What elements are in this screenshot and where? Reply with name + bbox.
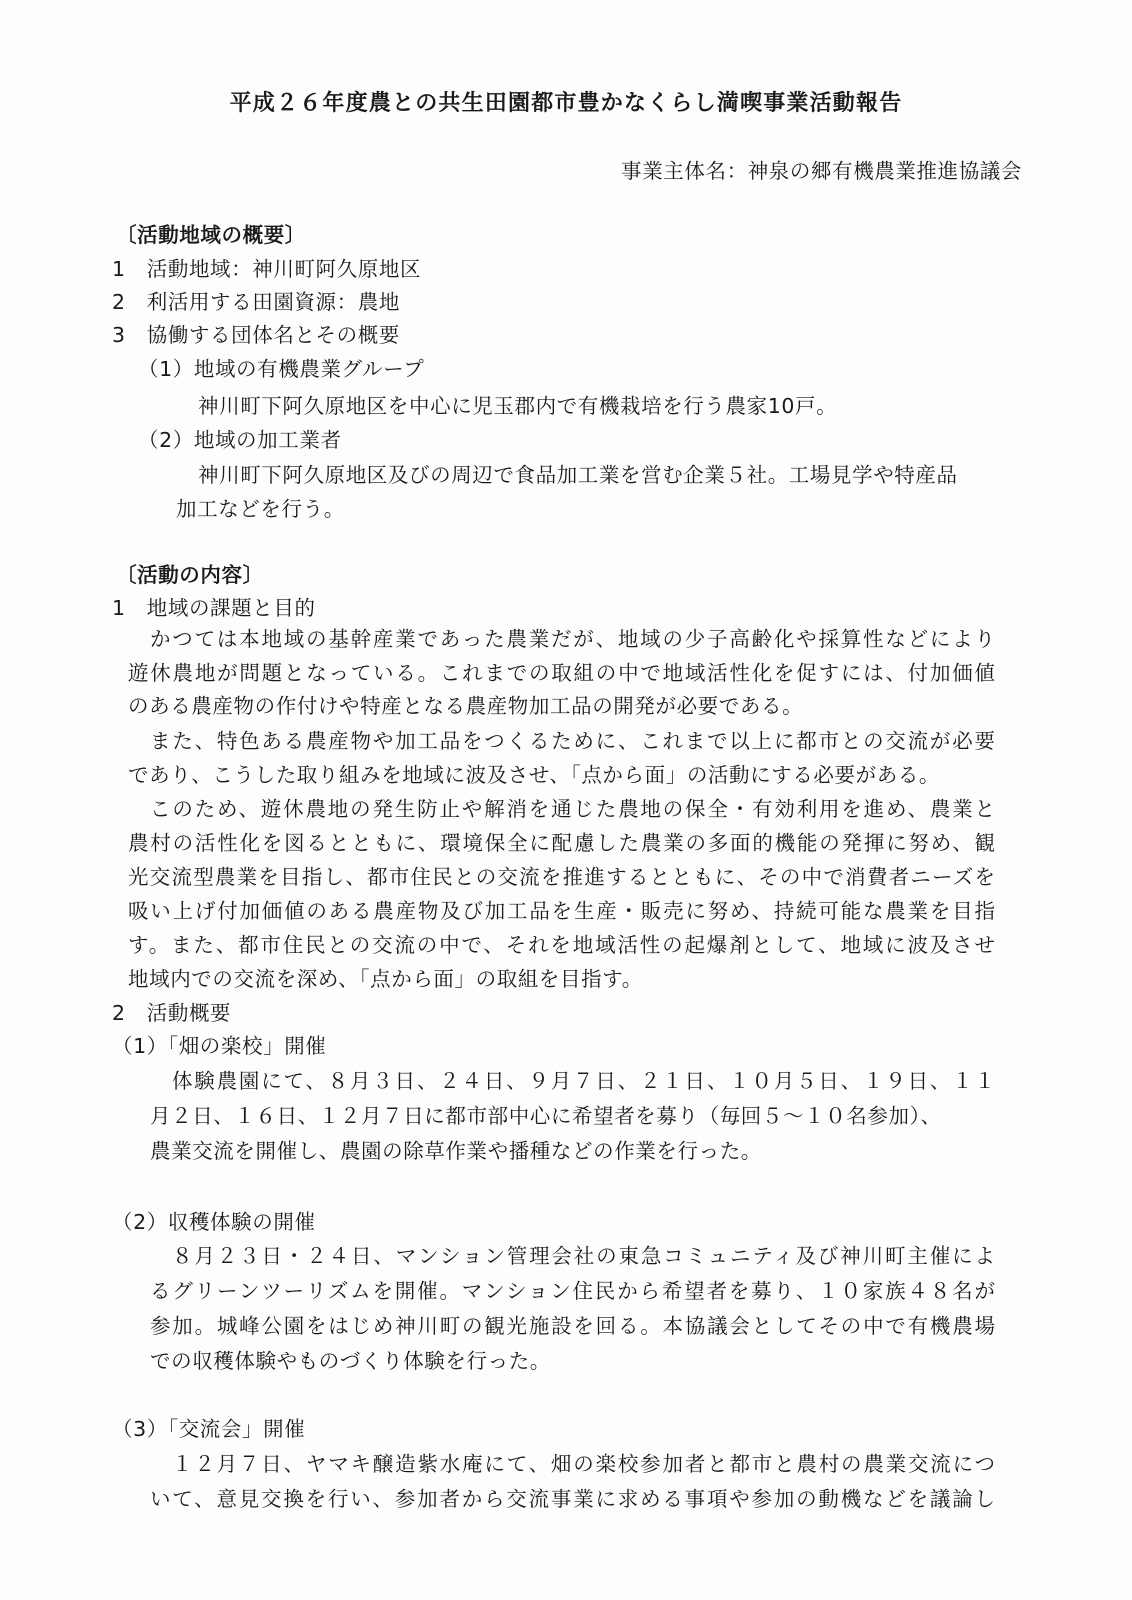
content-heading: 〔活動の内容〕: [116, 563, 264, 587]
overview-heading: 〔活動地域の概要〕: [116, 223, 306, 247]
act2-line-3: 参加。城峰公園をはじめ神川町の観光施設を回る。本協議会としてその中で有機農場: [150, 1314, 995, 1338]
sec1-line-5: であり、こうした取り組みを地域に波及させ、「点から面」の活動にする必要がある。: [128, 763, 941, 787]
sec1-line-2: 遊休農地が問題となっている。これまでの取組の中で地域活性化を促すには、付加価値: [128, 661, 995, 685]
sec1-line-11: 地域内での交流を深め、「点から面」の取組を目指す。: [128, 967, 643, 991]
section-1-label: 1 地域の課題と目的: [112, 596, 316, 620]
overview-sub2-line-1: 神川町下阿久原地区及びの周辺で食品加工業を営む企業５社。工場見学や特産品: [198, 463, 958, 487]
document-title: 平成２６年度農との共生田園都市豊かなくらし満喫事業活動報告: [229, 91, 903, 116]
overview-item-1: 1 活動地域：神川町阿久原地区: [112, 257, 422, 281]
overview-item-3: 3 協働する団体名とその概要: [112, 323, 400, 347]
overview-item-2: 2 利活用する田園資源：農地: [112, 290, 400, 314]
overview-sub2-label: （2）地域の加工業者: [138, 428, 342, 452]
sec1-line-1: かつては本地域の基幹産業であった農業だが、地域の少子高齢化や採算性などにより: [150, 627, 995, 651]
act1-line-2: 月２日、１６日、１２月７日に都市部中心に希望者を募り（毎回５～１０名参加）、: [150, 1104, 942, 1128]
act2-line-2: るグリーンツーリズムを開催。マンション住民から希望者を募り、１０家族４８名が: [150, 1279, 995, 1303]
act1-line-1: 体験農園にて、８月３日、２４日、９月７日、２１日、１０月５日、１９日、１１: [172, 1069, 995, 1093]
activity-2-label: （2）収穫体験の開催: [112, 1210, 316, 1234]
sec1-line-6: このため、遊休農地の発生防止や解消を通じた農地の保全・有効利用を進め、農業と: [150, 797, 995, 821]
organization-name: 事業主体名：神泉の郷有機農業推進協議会: [621, 159, 1022, 183]
sec1-line-4: また、特色ある農産物や加工品をつくるために、これまで以上に都市との交流が必要: [150, 729, 995, 753]
sec1-line-10: す。また、都市住民との交流の中で、それを地域活性の起爆剤として、地域に波及させ: [128, 933, 995, 957]
activity-1-label: （1）「畑の楽校」開催: [112, 1034, 327, 1058]
activity-3-label: （3）「交流会」開催: [112, 1417, 306, 1441]
sec1-line-9: 吸い上げ付加価値のある農産物及び加工品を生産・販売に努め、持続可能な農業を目指: [128, 899, 995, 923]
overview-sub1-text: 神川町下阿久原地区を中心に児玉郡内で有機栽培を行う農家10戸。: [198, 394, 838, 418]
overview-sub2-line-2: 加工などを行う。: [176, 497, 345, 521]
act3-line-1: １２月７日、ヤマキ醸造紫水庵にて、畑の楽校参加者と都市と農村の農業交流につ: [172, 1452, 995, 1476]
section-2-label: 2 活動概要: [112, 1001, 232, 1025]
act3-line-2: いて、意見交換を行い、参加者から交流事業に求める事項や参加の動機などを議論し: [150, 1487, 995, 1511]
act2-line-1: ８月２３日・２４日、マンション管理会社の東急コミュニティ及び神川町主催によ: [172, 1244, 995, 1268]
sec1-line-3: のある農産物の作付けや特産となる農産物加工品の開発が必要である。: [128, 694, 804, 718]
act1-line-3: 農業交流を開催し、農園の除草作業や播種などの作業を行った。: [150, 1139, 762, 1163]
overview-sub1-label: （1）地域の有機農業グループ: [138, 357, 425, 381]
sec1-line-7: 農村の活性化を図るとともに、環境保全に配慮した農業の多面的機能の発揮に努め、観: [128, 831, 995, 855]
sec1-line-8: 光交流型農業を目指し、都市住民との交流を推進するとともに、その中で消費者ニーズを: [128, 865, 995, 889]
act2-line-4: での収穫体験やものづくり体験を行った。: [150, 1349, 551, 1373]
